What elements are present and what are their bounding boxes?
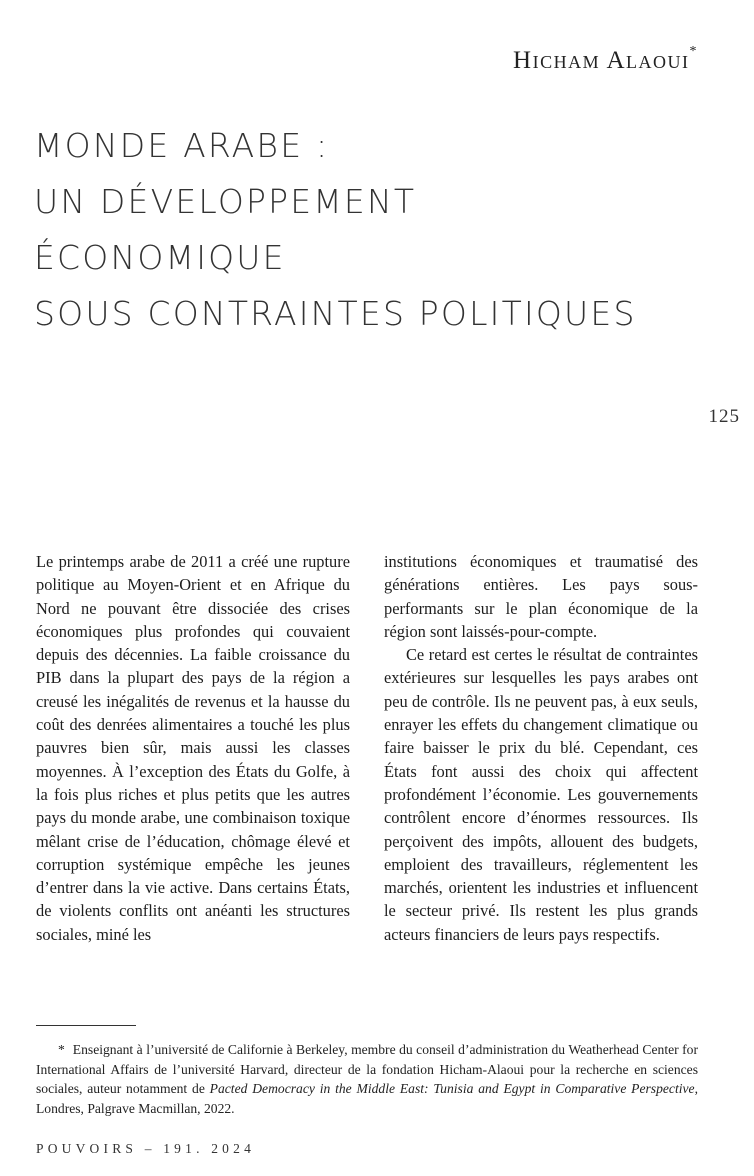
footnote-text: Enseignant à l’université de Californie à Berkeley, membre du conseil d’administration du Weatherhead Center for International Affairs de l’université Harvard, directeur de la fondation Hicham-Alaoui pour la recherche en sciences sociales, auteur notamment de bbox=[36, 1042, 698, 1096]
title-line-4: SOUS CONTRAINTES POLITIQUES bbox=[34, 294, 637, 333]
left-column-paragraph: Le printemps arabe de 2011 a créé une rupture politique au Moyen-Orient et en Afrique du Nord ne pouvant être dissociée des crises économiques plus profondes qui couvaient depuis des décennies. La faible croissance du PIB dans la plupart des pays de la région a creusé les inégalités de revenus et la hausse du coût des denrées alimentaires a touché les plus pauvres bien sûr, mais aussi les classes moyennes. À l’exception des États du Golfe, à la fois plus riches et plus petits que les autres pays du monde arabe, une combinaison toxique mêlant crise de l’éducation, chômage élevé et corruption systémique empêche les jeunes d’entrer dans la vie active. Dans certains États, de violents conflits ont anéanti les structures sociales, miné les bbox=[36, 552, 350, 944]
left-column bbox=[36, 550, 350, 946]
footnote-book-title: Pacted Democracy in the Middle East: Tunisia and Egypt in Comparative Perspective bbox=[209, 1081, 695, 1096]
title-line-1: MONDE ARABE : bbox=[34, 126, 330, 165]
title-line-2: UN DÉVELOPPEMENT bbox=[34, 182, 417, 221]
author-footnote-mark: * bbox=[689, 43, 698, 59]
footnote-divider bbox=[36, 1025, 136, 1026]
footnote bbox=[36, 1040, 698, 1118]
footnote-mark: * bbox=[58, 1042, 65, 1057]
title-line-3: ÉCONOMIQUE bbox=[34, 238, 286, 277]
right-column-paragraph: Ce retard est certes le résultat de contraintes extérieures sur lesquelles les pays arabes ont peu de contrôle. Ils ne peuvent pas, à eux seuls, enrayer les effets du changement climatique ou faire baisser le prix du blé. Cependant, ces États font aussi des choix qui affectent profondément l’économie. Les gouvernements contrôlent encore d’énormes ressources. Ils perçoivent des impôts, allouent des budgets, emploient des travailleurs, réglementent les marchés, orientent les industries et influencent le secteur privé. Ils restent les plus grands acteurs financiers de leurs pays respectifs. bbox=[384, 645, 698, 944]
page-number: 125 bbox=[708, 406, 740, 427]
journal-footer: POUVOIRS – 191. 2024 bbox=[36, 1141, 256, 1156]
author-name-text: Hicham Alaoui bbox=[513, 47, 690, 74]
right-column bbox=[384, 550, 698, 946]
author-name bbox=[513, 43, 698, 75]
article-title bbox=[34, 118, 734, 342]
article-body bbox=[36, 550, 698, 946]
right-column-continuation: institutions économiques et traumatisé des générations entières. Les pays sous-performants sur le plan économique de la région sont laissés-pour-compte. bbox=[384, 552, 698, 641]
footnote-publication: , Londres, Palgrave Macmillan, 2022. bbox=[36, 1081, 698, 1116]
